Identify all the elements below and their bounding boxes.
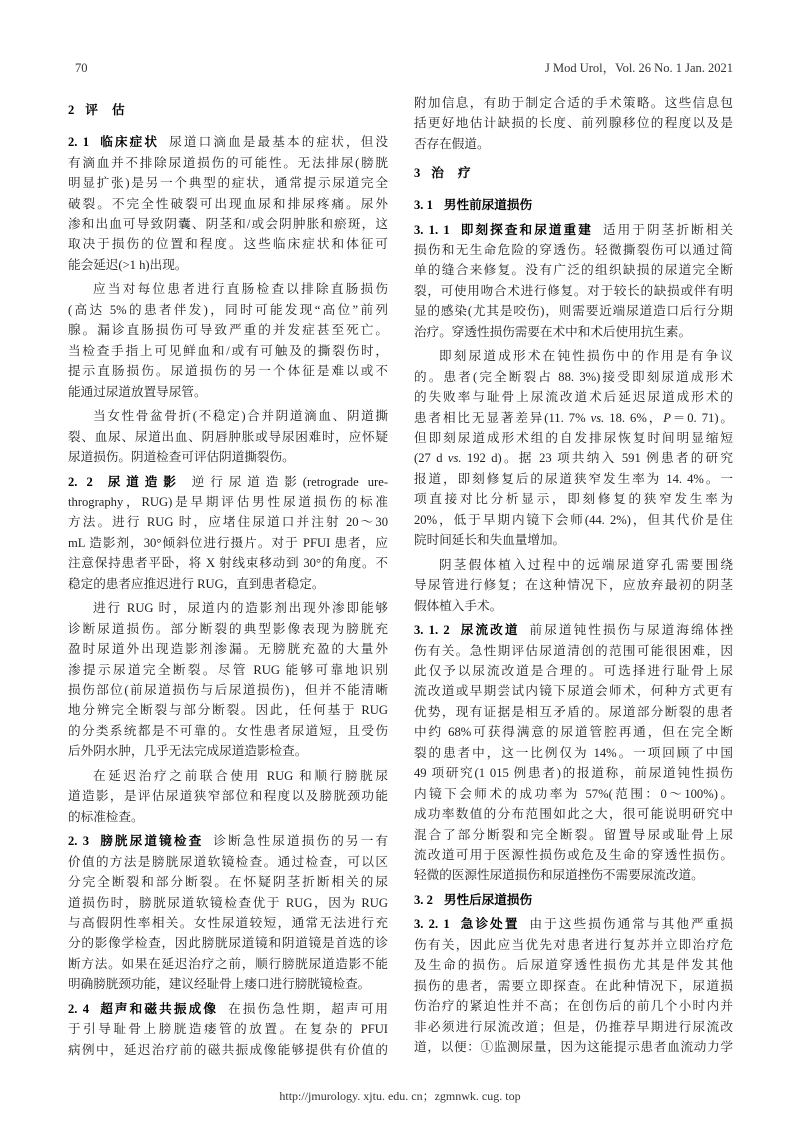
paragraph-line [68, 999, 388, 1019]
line-text: 混合了部分断裂和完全断裂。留置导尿或耻骨上尿 [414, 827, 733, 842]
paragraph-line [68, 786, 388, 806]
line-text: 提示直肠损伤。尿道损伤的另一个体征是难以或不 [68, 364, 388, 379]
line-text: 项直接对比分析显示，即刻修复的狭窄发生率为 [414, 492, 733, 507]
paragraph-line [68, 574, 388, 594]
line-text: 地分辨完全断裂与部分断裂。因此，任何基于 RUG [68, 703, 388, 718]
paragraph-line [414, 281, 733, 301]
paragraph-line [414, 448, 733, 468]
line-text: 诊断急性尿道损伤的另一有 [213, 834, 389, 849]
section-heading [68, 100, 388, 120]
line-text: 成功率数值的分布范围如此之大，很可能说明研究中 [414, 807, 733, 822]
line-text: 192 d)。据 23 项共纳入 591 例患者的研究 [461, 451, 733, 466]
subsection-title: 尿道造影 [101, 474, 182, 489]
line-text: ＝0. 71)。 [670, 410, 734, 425]
line-text: 逆行尿道造影(retrograde ure- [191, 474, 389, 489]
line-text: 显的感染(尤其是咬伤)，则需要近端尿道造口后行分期 [414, 304, 733, 319]
line-text: 优势，现有证据是相互矛盾的。尿道部分断裂的患者 [414, 704, 733, 719]
italic-term: vs. [590, 410, 605, 425]
subsection-number: 3. 1 [414, 198, 433, 213]
line-text: 取决于损伤的位置和程度。这些临床症状和体征可 [68, 237, 388, 252]
line-text: 18. 6%， [604, 410, 664, 425]
paragraph-line [68, 153, 388, 173]
paragraph-line [68, 872, 388, 892]
paragraph-line [68, 512, 388, 532]
paragraph [414, 346, 733, 550]
paragraph-line [68, 279, 388, 299]
page-number: 70 [75, 61, 88, 75]
paragraph-line [68, 598, 388, 618]
paragraph-line [414, 935, 733, 955]
paragraph-line [414, 804, 733, 824]
paragraph-line [414, 428, 733, 448]
line-text: 此仅予以尿流改道是合理的。可选择进行耻骨上尿 [414, 664, 733, 679]
paragraph-line [68, 533, 388, 553]
paragraph-line [68, 893, 388, 913]
line-text: 尿道损伤。阴道检查可评估阴道撕裂伤。 [68, 449, 295, 464]
paragraph-line [414, 955, 733, 975]
line-text: 与高假阴性率相关。女性尿道较短，通常无法进行充 [68, 915, 388, 930]
line-text: 后外阴水肿，几乎无法完成尿道造影检查。 [68, 744, 308, 759]
paragraph-line [68, 933, 388, 953]
line-text: 伤有关。急性期评估尿道清创的范围可能很困难，因 [414, 643, 733, 658]
subsection-title: 即刻探查和尿道重建 [458, 222, 593, 237]
paragraph [414, 555, 733, 616]
line-text: 裂的患者中，这一比例仅为 14%。一项回顾了中国 [414, 745, 733, 760]
paragraph-line [414, 865, 733, 885]
line-text: 分完全断裂和部分断裂。在怀疑阴茎折断相关的尿 [68, 875, 388, 890]
paragraph-line [414, 346, 733, 366]
heading-line [414, 163, 733, 183]
line-text: 报道，即刻修复后的尿道狭窄发生率为 14. 4%。一 [414, 471, 733, 486]
paragraph-line [68, 680, 388, 700]
line-text: 流改道可用于医源性损伤或危及生命的穿透性损伤。 [414, 847, 733, 862]
heading-line [414, 890, 733, 910]
paragraph-line [414, 113, 733, 133]
line-text: 但即刻尿道成形术组的自发排尿恢复时间明显缩短 [414, 431, 733, 446]
paragraph-line [414, 469, 733, 489]
paragraph-line [68, 954, 388, 974]
line-text: 道损伤时，膀胱尿道软镜检查优于 RUG，因为 RUG [68, 895, 388, 910]
line-text: 阴茎假体植入过程中的远端尿道穿孔需要围绕 [439, 557, 733, 572]
line-text: 导尿管进行修复；在这种情况下，应放弃最初的阴茎 [414, 578, 733, 593]
line-text: 20%，低于早期内镜下会师(44. 2%)，但其代价是住 [414, 512, 733, 527]
paragraph-line [68, 255, 388, 275]
paragraph-line [414, 722, 733, 742]
paragraph-line [414, 825, 733, 845]
line-text: 括更好地估计缺损的长度、前列腺移位的程度以及是 [414, 116, 733, 131]
line-text: 尿道口滴血是最基本的症状，但没 [169, 135, 389, 150]
line-text: 进行 RUG 时，尿道内的造影剂出现外渗即能够 [93, 601, 388, 616]
line-text: 附加信息，有助于制定合适的手术策略。这些信息包 [414, 95, 733, 110]
subsection-title: 尿流改道 [458, 623, 520, 638]
line-text: 价值的方法是膀胱尿道软镜检查。通过检查，可以区 [68, 854, 388, 869]
line-text: 内镜下会师术的成功率为 57%(范围：0～100%)。 [414, 786, 733, 801]
italic-term: vs. [447, 451, 462, 466]
line-text: 渗和出血可导致阴囊、阴茎和/或会阴肿胀和瘀斑，这 [68, 216, 388, 231]
paragraph-line [414, 914, 733, 934]
subsection-title: 男性后尿道损伤 [443, 892, 533, 907]
line-text: (27 d [414, 451, 448, 466]
paragraph [414, 914, 733, 1057]
line-text: 适用于阴茎折断相关 [602, 222, 734, 237]
paragraph-line [414, 510, 733, 530]
line-text: 及生命的损伤。后尿道穿透性损伤尤其是伴发其他 [414, 958, 733, 973]
line-text: 轻微的医源性尿道损伤和尿道挫伤不需要尿流改道。 [414, 868, 704, 883]
section-number: 3 [414, 165, 421, 180]
paragraph-line [68, 807, 388, 827]
paragraph-line [414, 530, 733, 550]
subsection-number: 3. 1. 2 [414, 623, 450, 638]
line-text: 道造影，是评估尿道狭窄部位和程度以及膀胱颈功能 [68, 789, 388, 804]
subsection-number: 3. 2. 1 [414, 917, 450, 932]
paragraph [68, 279, 388, 402]
paragraph-line [414, 408, 733, 428]
line-text: 损伤和无生命危险的穿透伤。轻微撕裂伤可以通过简 [414, 243, 733, 258]
paragraph-line [68, 852, 388, 872]
paragraph-line [68, 660, 388, 680]
subsection-title: 超声和磁共振成像 [98, 1001, 219, 1016]
paragraph-line [414, 93, 733, 113]
heading-line [68, 100, 388, 120]
paragraph-line [414, 367, 733, 387]
subsection-number: 3. 2 [414, 892, 433, 907]
line-text: 的标准检查。 [68, 809, 144, 824]
line-text: 断方法。如果在延迟治疗之前，顺行膀胱尿道造影不能 [68, 956, 388, 971]
line-text: 49 项研究(1 015 例患者)的报道称，前尿道钝性损伤 [414, 766, 733, 781]
line-text: 治疗。穿透性损伤需要在术中和术后使用抗生素。 [414, 324, 692, 339]
paragraph-line [414, 702, 733, 722]
paragraph-line [414, 1037, 733, 1057]
line-text: 中约 68%可获得满意的尿道管腔再通，但在完全断 [414, 725, 733, 740]
paragraph-line [414, 845, 733, 865]
subsection-number: 2. 4 [68, 1001, 90, 1016]
subsection-title: 男性前尿道损伤 [443, 198, 533, 213]
paragraph-line [414, 301, 733, 321]
paragraph-line [414, 387, 733, 407]
line-text: 道，以便：①监测尿量，因为这能提示患者血流动力学 [414, 1040, 733, 1055]
paragraph-line [68, 553, 388, 573]
paragraph-line [414, 489, 733, 509]
line-text: mL 造影剂，30°倾斜位进行摄片。对于 PFUI 患者，应 [68, 535, 388, 550]
paragraph-line [68, 320, 388, 340]
line-text: 腺。漏诊直肠损伤可导致严重的并发症甚至死亡。 [68, 323, 388, 338]
line-text: thrography，RUG)是早期评估男性尿道损伤的标准 [68, 494, 388, 509]
line-text: 的。患者(完全断裂占 88. 3%)接受即刻尿道成形术 [414, 369, 733, 384]
paragraph-line [414, 641, 733, 661]
paragraph-line [68, 1019, 388, 1039]
paragraph [68, 766, 388, 827]
paragraph-line [68, 492, 388, 512]
paragraph-line [68, 406, 388, 426]
paragraph [68, 999, 388, 1060]
line-text: 损伤的患者，需要立即探查。在此种情况下，尿道损 [414, 978, 733, 993]
paragraph-line [68, 132, 388, 152]
section-title: 治 疗 [431, 165, 471, 180]
line-text: 即刻尿道成形术在钝性损伤中的作用是有争议 [439, 349, 733, 364]
line-text: 稳定的患者应推迟进行 RUG，直到患者稳定。 [68, 576, 325, 591]
paragraph-line [414, 743, 733, 763]
italic-term: P [663, 410, 671, 425]
paragraph-line [68, 831, 388, 851]
section-heading [414, 163, 733, 183]
paragraph-line [68, 234, 388, 254]
line-text: 当检查手指上可见鲜血和/或有可触及的撕裂伤时， [68, 343, 388, 358]
subsection-heading [414, 195, 733, 215]
line-text: 院时间延长和失血量增加。 [414, 533, 566, 548]
paragraph-line [68, 194, 388, 214]
paragraph-line [414, 220, 733, 240]
subsection-number: 2. 3 [68, 834, 90, 849]
line-text: 非必须进行尿流改道；但是，仍推荐早期进行尿流改 [414, 1019, 733, 1034]
line-text: 诊断尿道损伤。部分断裂的典型影像表现为膀胱充 [68, 621, 388, 636]
paragraph [414, 620, 733, 886]
paragraph [68, 598, 388, 762]
line-text: 能会延迟(>1 h)出现。 [68, 257, 188, 272]
line-text: 裂、血尿、尿道出血、阴唇肿胀或导尿困难时，应怀疑 [68, 429, 388, 444]
footer-url: http://jmurology. xjtu. edu. cn；zgmnwk. cug. top [279, 1089, 521, 1103]
paragraph-line [414, 575, 733, 595]
line-text: 有滴血并不排除尿道损伤的可能性。无法排尿(膀胱 [68, 155, 388, 170]
line-text: 破裂。不完全性破裂可出现血尿和排尿疼痛。尿外 [68, 196, 388, 211]
paragraph-line [414, 681, 733, 701]
subsection-heading [414, 890, 733, 910]
line-text: 当女性骨盆骨折(不稳定)合并阴道滴血、阴道撕 [93, 409, 388, 424]
paragraph-line [68, 447, 388, 467]
line-text: 伤治疗的紧迫性并不高；在创伤后的前几个小时内并 [414, 999, 733, 1014]
heading-line [414, 195, 733, 215]
paragraph-line [68, 361, 388, 381]
line-text: (高达 5%的患者伴发)，同时可能发现“高位”前列 [68, 302, 388, 317]
paragraph-line [68, 639, 388, 659]
line-text: 流改道或早期尝试内镜下尿道会师术，何种方式更有 [414, 684, 733, 699]
line-text: 病例中，延迟治疗前的磁共振成像能够提供有价值的 [68, 1042, 388, 1057]
paragraph-line [68, 721, 388, 741]
line-text: 否存在假道。 [414, 136, 490, 151]
line-text: 单的缝合来修复。没有广泛的组织缺损的尿道完全断 [414, 263, 733, 278]
paragraph-line [68, 766, 388, 786]
line-text: 的失败率与耻骨上尿流改道术后延迟尿道成形术的 [414, 390, 733, 405]
line-text: 渗提示尿道完全断裂。尽管 RUG 能够可靠地识别 [68, 662, 388, 677]
line-text: 裂，可使用吻合术进行修复。对于较长的缺损或伴有明 [414, 283, 733, 298]
left-column [68, 100, 388, 1060]
running-header-journal: J Mod Urol，Vol. 26 No. 1 Jan. 2021 [545, 61, 733, 75]
subsection-title: 临床症状 [98, 135, 160, 150]
paragraph-line [68, 427, 388, 447]
paragraph-line [68, 341, 388, 361]
paragraph-line [414, 1017, 733, 1037]
paragraph-line [68, 1040, 388, 1060]
line-text: 分的影像学检查，因此膀胱尿道镜和阴道镜是首选的诊 [68, 936, 388, 951]
paragraph [68, 831, 388, 995]
paragraph-line [414, 134, 733, 154]
line-text: 假体植入手术。 [414, 598, 503, 613]
paragraph-line [68, 300, 388, 320]
paragraph-line [68, 741, 388, 761]
paragraph [68, 132, 388, 275]
paragraph-line [414, 661, 733, 681]
section-title: 评 估 [85, 102, 125, 117]
paragraph-line [414, 322, 733, 342]
line-text: 应当对每位患者进行直肠检查以排除直肠损伤 [93, 282, 388, 297]
line-text: 的分类系统都是不可靠的。女性患者尿道短，且受伤 [68, 723, 388, 738]
line-text: 注意保持患者平卧，将 X 射线束移动到 30°的角度。不 [68, 556, 388, 571]
section-number: 2 [68, 102, 75, 117]
paragraph-line [414, 763, 733, 783]
line-text: 由于这些损伤通常与其他严重损 [529, 917, 734, 932]
line-text: 伤有关，因此应当优先对患者进行复苏并立即治疗危 [414, 937, 733, 952]
paragraph-line [414, 996, 733, 1016]
paragraph-line [414, 784, 733, 804]
line-text: 损伤部位(前尿道损伤与后尿道损伤)，但并不能清晰 [68, 682, 388, 697]
line-text: 方法。进行 RUG 时，应堵住尿道口并注射 20～30 [68, 515, 388, 530]
line-text: 患者相比无显著差异(11. 7% [414, 410, 591, 425]
paragraph [68, 472, 388, 595]
line-text: 明确膀胱颈功能，建议经耻骨上瘘口进行膀胱镜检查。 [68, 977, 371, 992]
paragraph-line [68, 913, 388, 933]
paragraph-line [68, 700, 388, 720]
line-text: 在延迟治疗之前联合使用 RUG 和顺行膀胱尿 [93, 768, 388, 783]
paragraph [68, 406, 388, 467]
paragraph-line [414, 596, 733, 616]
paragraph-line [414, 260, 733, 280]
paragraph-line [414, 620, 733, 640]
paragraph-line [414, 976, 733, 996]
subsection-number: 2. 1 [68, 135, 90, 150]
line-text: 在损伤急性期，超声可用 [228, 1001, 389, 1016]
line-text: 明显扩张)是另一个典型的症状，通常提示尿道完全 [68, 176, 388, 191]
paragraph-line [68, 173, 388, 193]
right-column [414, 93, 733, 1058]
line-text: 能通过尿道放置导尿管。 [68, 384, 207, 399]
paragraph-line [68, 214, 388, 234]
paragraph [414, 220, 733, 343]
paragraph [414, 93, 733, 154]
paragraph-line [68, 974, 388, 994]
paragraph-line [68, 619, 388, 639]
subsection-number: 2. 2 [68, 474, 93, 489]
line-text: 前尿道钝性损伤与尿道海绵体挫 [529, 623, 734, 638]
subsection-number: 3. 1. 1 [414, 222, 450, 237]
paragraph-line [414, 555, 733, 575]
line-text: 于引导耻骨上膀胱造瘘管的放置。在复杂的 PFUI [68, 1022, 388, 1037]
subsection-title: 膀胱尿道镜检查 [98, 834, 204, 849]
line-text: 盈时尿道外出现造影剂渗漏。无膀胱充盈的大量外 [68, 642, 388, 657]
paragraph-line [68, 382, 388, 402]
subsection-title: 急诊处置 [458, 917, 520, 932]
paragraph-line [414, 240, 733, 260]
paragraph-line [68, 472, 388, 492]
